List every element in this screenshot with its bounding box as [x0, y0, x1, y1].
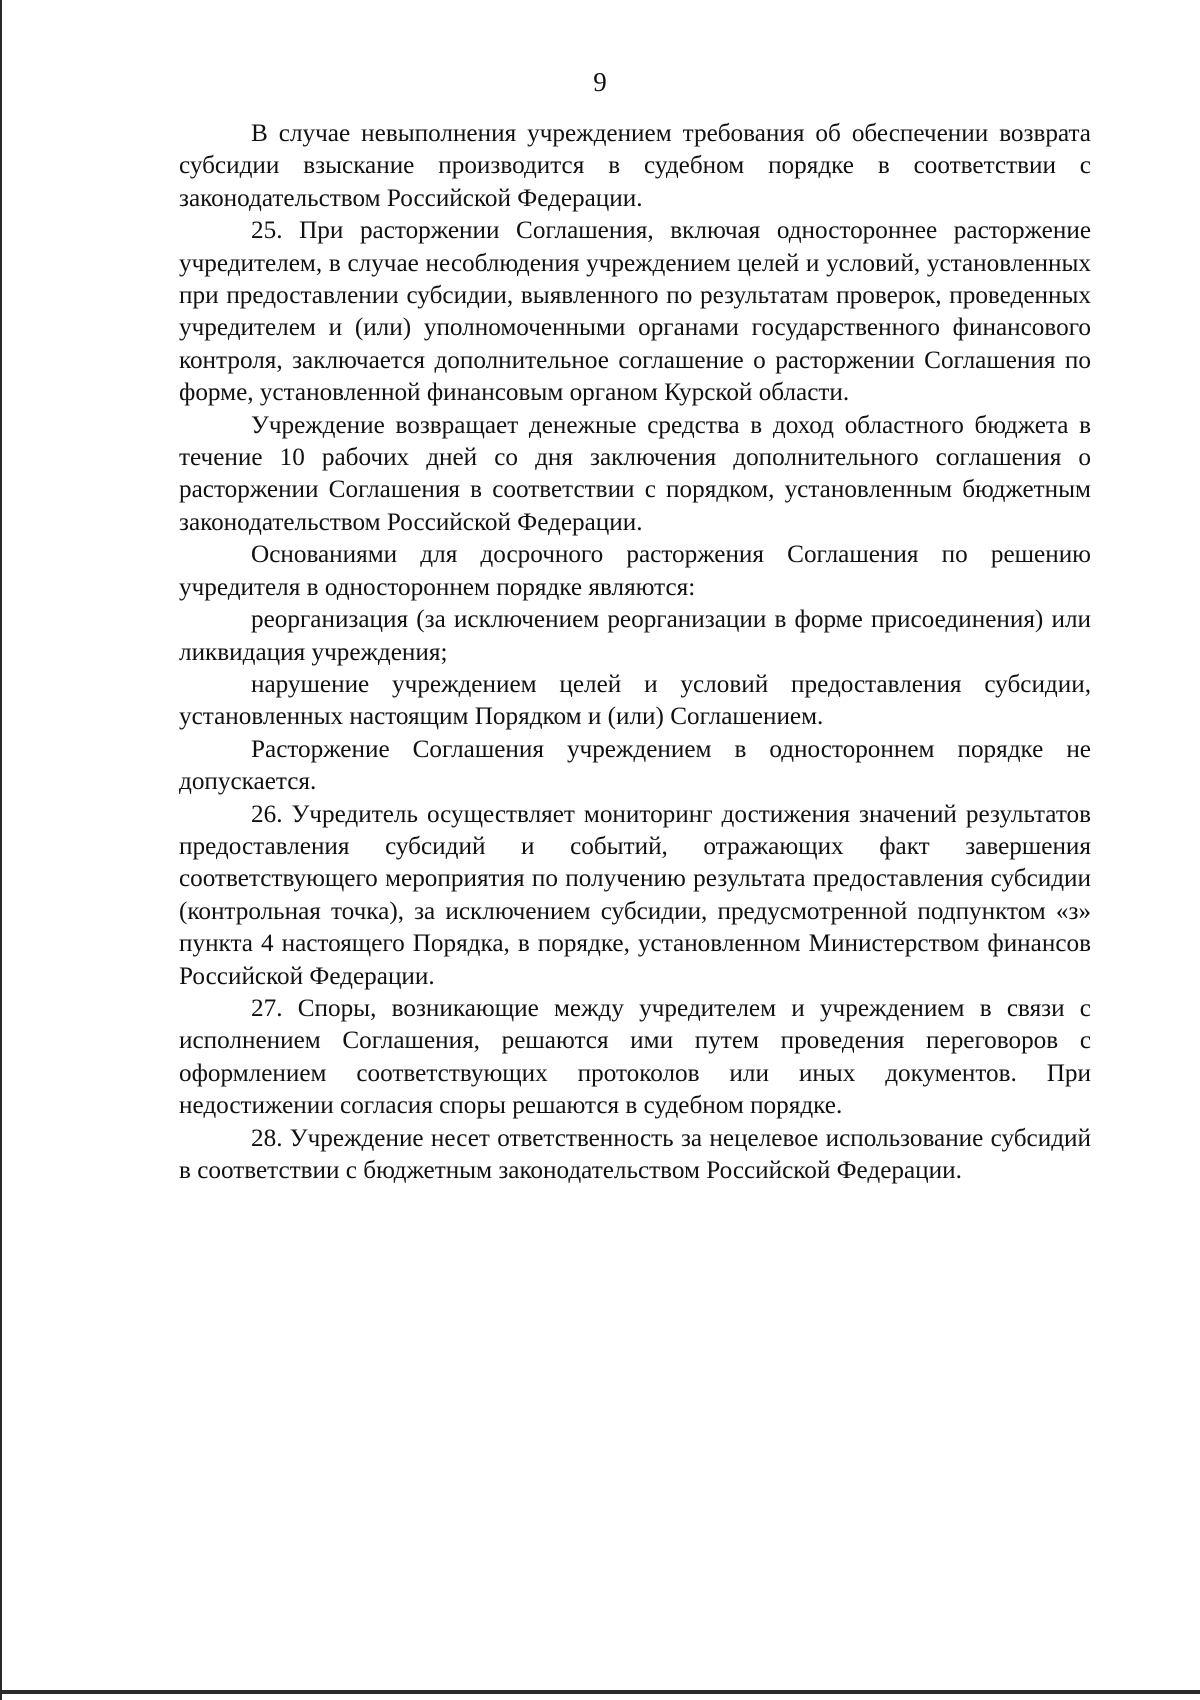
paragraph-termination-grounds: Основаниями для досрочного расторжения Соглашения по решению учредителя в одностороннем порядке являются: [179, 541, 1091, 601]
paragraph-ground-violation: нарушение учреждением целей и условий предоставления субсидии, установленных настоящим Порядком и (или) Соглашением. [179, 670, 1091, 731]
paragraph-item-25: 25. При расторжении Соглашения, включая одностороннее расторжение учредителем, в случае несоблюдения учреждением целей и условий, установленных при предоставлении субсидии, выявленного по результатам проверок, проведенных учредителем и (или) уполномоченными органами государственного финансового контроля, заключается дополнительное соглашение о расторжении Соглашения по форме, установленной финансовым органом Курской области. [179, 217, 1091, 407]
scan-edge-left [0, 0, 2, 1700]
document-body [179, 118, 1091, 1187]
paragraph-subsidy-return: В случае невыполнения учреждением требования об обеспечении возврата субсидии взыскание производится в судебном порядке в соответствии с законодательством Российской Федерации. [179, 120, 1091, 212]
scan-edge-bottom [0, 1690, 1200, 1694]
paragraph-item-27: 27. Споры, возникающие между учредителем и учреждением в связи с исполнением Соглашения, решаются ими путем проведения переговоров с оформлением соответствующих протоколов или иных документов. При недостижении согласия споры решаются в судебном порядке. [179, 994, 1091, 1120]
paragraph-item-28: 28. Учреждение несет ответственность за нецелевое использование субсидий в соответствии с бюджетным законодательством Российской Федерации. [179, 1124, 1091, 1184]
paragraph-ground-reorganization: реорганизация (за исключением реорганизации в форме присоединения) или ликвидация учреждения; [179, 606, 1091, 666]
page-number: 9 [593, 67, 607, 97]
paragraph-no-unilateral: Расторжение Соглашения учреждением в одностороннем порядке не допускается. [179, 735, 1091, 796]
paragraph-funds-return: Учреждение возвращает денежные средства в доход областного бюджета в течение 10 рабочих дней со дня заключения дополнительного соглашения о расторжении Соглашения в соответствии с порядком, установленным бюджетным законодательством Российской Федерации. [179, 411, 1091, 536]
paragraph-item-26: 26. Учредитель осуществляет мониторинг достижения значений результатов предоставления субсидий и событий, отражающих факт завершения соответствующего мероприятия по получению результата предоставления субсидии (контрольная точка), за исключением субсидии, предусмотренной подпунктом «з» пункта 4 настоящего Порядка, в порядке, установленном Министерством финансов Российской Федерации. [179, 800, 1091, 990]
